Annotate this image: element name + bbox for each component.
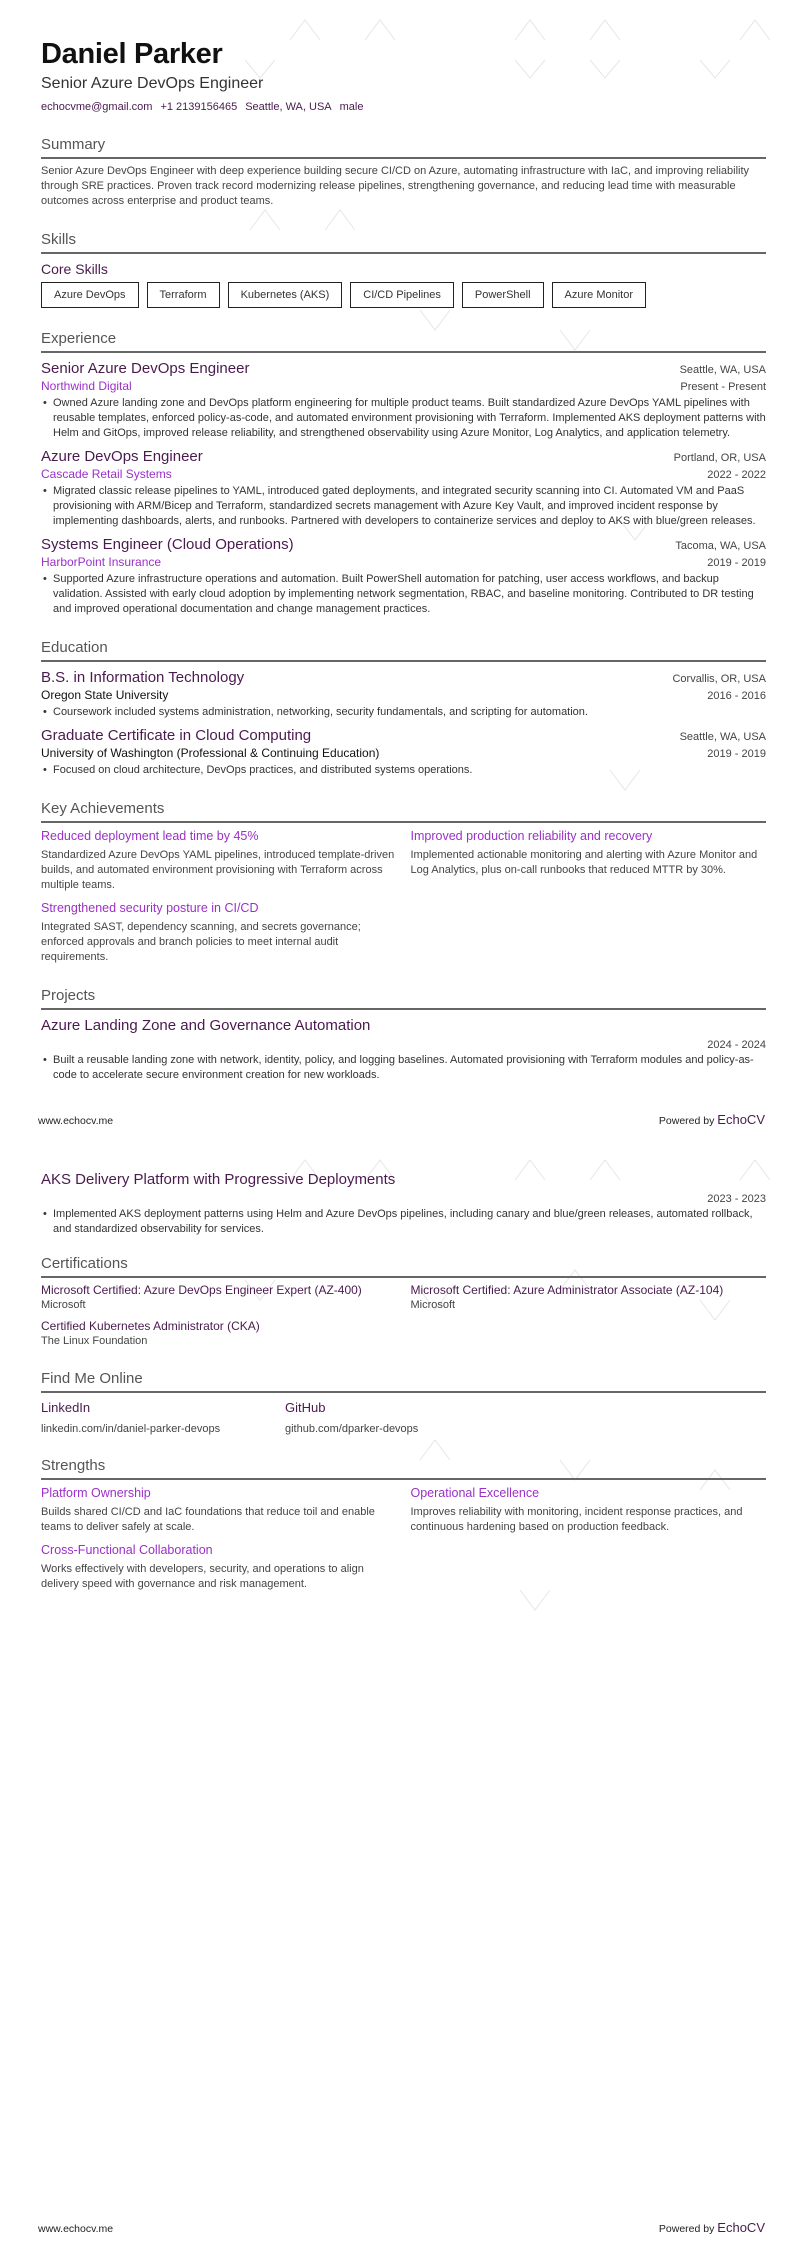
job-role: Azure DevOps Engineer bbox=[41, 448, 203, 465]
resume-header bbox=[41, 36, 766, 114]
profile-name: GitHub bbox=[285, 1400, 326, 1415]
brand-logo[interactable]: EchoCV bbox=[717, 1112, 765, 1127]
strength-title: Platform Ownership bbox=[41, 1486, 151, 1500]
contact-gender: male bbox=[339, 101, 364, 113]
powered-by-text: Powered by bbox=[658, 2223, 715, 2235]
education-entry bbox=[41, 726, 766, 778]
job-bullet: • Supported Azure infrastructure operations and automation. Built PowerShell automation for patching, user access workflows, and backup validation. Assisted with early cloud adoption by implementing network segmentation, RBAC, and baseline monitoring. Contributed to DR testing and improved operational documentation and change management practices. bbox=[41, 572, 766, 617]
page-footer bbox=[38, 1112, 765, 1127]
certification-issuer: Microsoft bbox=[41, 1299, 86, 1311]
certification-item bbox=[41, 1282, 397, 1312]
school: University of Washington (Professional & Continuing Education) bbox=[41, 746, 380, 760]
certification-name: Microsoft Certified: Azure Administrator Associate (AZ-104) bbox=[410, 1283, 724, 1297]
strength-title: Cross-Functional Collaboration bbox=[41, 1543, 213, 1557]
contact-phone[interactable]: +1 2139156465 bbox=[160, 101, 238, 113]
skill-chip: Kubernetes (AKS) bbox=[228, 282, 343, 308]
job-dates: 2022 - 2022 bbox=[707, 469, 766, 481]
job-bullet: • Migrated classic release pipelines to YAML, introduced gated deployments, and integrated security scanning into CI. Automated VM and PaaS provisioning with ARM/Bicep and Terraform, standardized secrets management with Azure Key Vault, and improved incident response by implementing dashboards, alerts, and runbooks. Partnered with developers to containerize services and deploy to AKS with blue/green releases. bbox=[41, 484, 766, 529]
strength-desc: Improves reliability with monitoring, incident response practices, and continuous hardening based on production feedback. bbox=[410, 1506, 743, 1533]
powered-by-text: Powered by bbox=[658, 1115, 715, 1127]
job-role: Senior Azure DevOps Engineer bbox=[41, 360, 250, 377]
certification-issuer: The Linux Foundation bbox=[41, 1335, 148, 1347]
job-dates: 2019 - 2019 bbox=[707, 557, 766, 569]
certification-name: Microsoft Certified: Azure DevOps Engineer Expert (AZ-400) bbox=[41, 1283, 362, 1297]
experience-entry bbox=[41, 359, 766, 441]
job-location: Seattle, WA, USA bbox=[679, 364, 766, 376]
achievement-desc: Implemented actionable monitoring and alerting with Azure Monitor and Log Analytics, plus on-call runbooks that reduced MTTR by 30%. bbox=[410, 849, 758, 876]
job-company: Northwind Digital bbox=[41, 379, 132, 393]
job-company: Cascade Retail Systems bbox=[41, 467, 172, 481]
experience-entry bbox=[41, 535, 766, 617]
candidate-name: Daniel Parker bbox=[41, 38, 223, 70]
section-title: Education bbox=[41, 639, 766, 662]
job-location: Portland, OR, USA bbox=[673, 452, 766, 464]
skill-chip: Azure DevOps bbox=[41, 282, 139, 308]
contact-location: Seattle, WA, USA bbox=[245, 101, 332, 113]
achievement-item bbox=[411, 827, 767, 893]
certification-item bbox=[41, 1318, 397, 1348]
strength-item bbox=[411, 1484, 767, 1535]
candidate-title: Senior Azure DevOps Engineer bbox=[41, 75, 264, 92]
project-bullet: • Implemented AKS deployment patterns using Helm and Azure DevOps pipelines, including canary and blue/green releases, automated rollback, and standardized observability for services. bbox=[41, 1207, 766, 1237]
achievements-section bbox=[41, 800, 766, 971]
profile-link-linkedin[interactable] bbox=[41, 1399, 237, 1435]
profile-name: LinkedIn bbox=[41, 1400, 91, 1415]
project-dates: 2024 - 2024 bbox=[707, 1039, 766, 1051]
section-title: Experience bbox=[41, 330, 766, 353]
skill-group-title: Core Skills bbox=[41, 261, 108, 277]
skill-chip: Terraform bbox=[147, 282, 220, 308]
experience-section bbox=[41, 330, 766, 617]
strength-desc: Works effectively with developers, security, and operations to align delivery speed with governance and risk management. bbox=[41, 1563, 364, 1590]
profile-url[interactable]: linkedin.com/in/daniel-parker-devops bbox=[41, 1423, 221, 1435]
strengths-section bbox=[41, 1457, 766, 1598]
footer-site-link[interactable]: www.echocv.me bbox=[38, 1115, 114, 1127]
education-bullet: • Coursework included systems administration, networking, security fundamentals, and scripting for automation. bbox=[41, 705, 766, 720]
section-title: Skills bbox=[41, 231, 766, 254]
experience-entry bbox=[41, 447, 766, 529]
contact-email[interactable]: echocvme@gmail.com bbox=[41, 101, 153, 113]
skill-chip: Azure Monitor bbox=[552, 282, 646, 308]
project-name: Azure Landing Zone and Governance Automation bbox=[41, 1017, 371, 1034]
achievement-item bbox=[41, 899, 397, 965]
strength-item bbox=[41, 1541, 397, 1592]
achievement-item bbox=[41, 827, 397, 893]
degree: B.S. in Information Technology bbox=[41, 669, 245, 686]
achievement-title: Strengthened security posture in CI/CD bbox=[41, 901, 259, 915]
projects-section bbox=[41, 987, 766, 1083]
strength-desc: Builds shared CI/CD and IaC foundations that reduce toil and enable teams to deliver safely at scale. bbox=[41, 1506, 375, 1533]
job-bullet: • Owned Azure landing zone and DevOps platform engineering for multiple product teams. Built standardized Azure DevOps YAML pipelines with reusable templates, enforced policy-as-code, and automated environment provisioning with Terraform. Implemented AKS deployment patterns with Helm and GitOps, improved release reliability, and strengthened observability using Azure Monitor, Log Analytics, and application telemetry. bbox=[41, 396, 766, 441]
strength-item bbox=[41, 1484, 397, 1535]
skills-section bbox=[41, 231, 766, 308]
project-entry bbox=[41, 1170, 766, 1237]
online-section bbox=[41, 1370, 766, 1435]
footer-powered bbox=[659, 1112, 765, 1127]
summary-section bbox=[41, 136, 766, 209]
job-company: HarborPoint Insurance bbox=[41, 555, 162, 569]
job-role: Systems Engineer (Cloud Operations) bbox=[41, 536, 294, 553]
section-title: Certifications bbox=[41, 1255, 766, 1278]
degree: Graduate Certificate in Cloud Computing bbox=[41, 727, 312, 744]
project-entry bbox=[41, 1016, 766, 1083]
school: Oregon State University bbox=[41, 688, 169, 702]
skill-chip: CI/CD Pipelines bbox=[350, 282, 454, 308]
certification-item bbox=[411, 1282, 767, 1312]
skill-chips bbox=[41, 282, 766, 308]
school-location: Corvallis, OR, USA bbox=[672, 673, 766, 685]
summary-text: Senior Azure DevOps Engineer with deep experience building secure CI/CD on Azure, automating infrastructure with IaC, and improving reliability through SRE practices. Proven track record modernizing release pipelines, strengthening governance, and reducing lead time with measurable outcomes across enterprise and product teams. bbox=[41, 165, 750, 207]
footer-site-link[interactable]: www.echocv.me bbox=[38, 2223, 114, 2235]
section-title: Strengths bbox=[41, 1457, 766, 1480]
footer-powered bbox=[659, 2220, 765, 2235]
brand-logo[interactable]: EchoCV bbox=[717, 2220, 765, 2235]
profile-url[interactable]: github.com/dparker-devops bbox=[285, 1423, 419, 1435]
section-title: Key Achievements bbox=[41, 800, 766, 823]
section-title: Find Me Online bbox=[41, 1370, 766, 1393]
education-entry bbox=[41, 668, 766, 720]
education-dates: 2019 - 2019 bbox=[707, 748, 766, 760]
job-dates: Present - Present bbox=[680, 381, 766, 393]
certifications-section bbox=[41, 1255, 766, 1354]
skill-chip: PowerShell bbox=[462, 282, 544, 308]
project-name: AKS Delivery Platform with Progressive Deployments bbox=[41, 1171, 396, 1188]
project-bullet: • Built a reusable landing zone with network, identity, policy, and logging baselines. Automated provisioning with Terraform modules and policy-as-code to accelerate secure environment creation for new workloads. bbox=[41, 1053, 766, 1083]
project-dates: 2023 - 2023 bbox=[707, 1193, 766, 1205]
education-bullet: • Focused on cloud architecture, DevOps practices, and distributed systems operations. bbox=[41, 763, 766, 778]
education-dates: 2016 - 2016 bbox=[707, 690, 766, 702]
achievement-title: Reduced deployment lead time by 45% bbox=[41, 829, 259, 843]
strength-title: Operational Excellence bbox=[410, 1486, 540, 1500]
certification-issuer: Microsoft bbox=[410, 1299, 456, 1311]
education-section bbox=[41, 639, 766, 778]
resume-page-2 bbox=[0, 1150, 794, 2246]
achievement-title: Improved production reliability and recovery bbox=[410, 829, 653, 843]
certification-name: Certified Kubernetes Administrator (CKA) bbox=[41, 1319, 260, 1333]
profile-link-github[interactable] bbox=[285, 1399, 481, 1435]
achievement-desc: Standardized Azure DevOps YAML pipelines, introduced template-driven builds, and automated environment provisioning with Terraform across multiple teams. bbox=[41, 849, 395, 891]
job-location: Tacoma, WA, USA bbox=[675, 540, 766, 552]
section-title: Projects bbox=[41, 987, 766, 1010]
contact-line bbox=[41, 100, 766, 114]
school-location: Seattle, WA, USA bbox=[679, 731, 766, 743]
page-footer bbox=[38, 2220, 765, 2235]
section-title: Summary bbox=[41, 136, 766, 159]
achievement-desc: Integrated SAST, dependency scanning, and secrets governance; enforced approvals and branch policies to meet internal audit requirements. bbox=[41, 921, 361, 963]
